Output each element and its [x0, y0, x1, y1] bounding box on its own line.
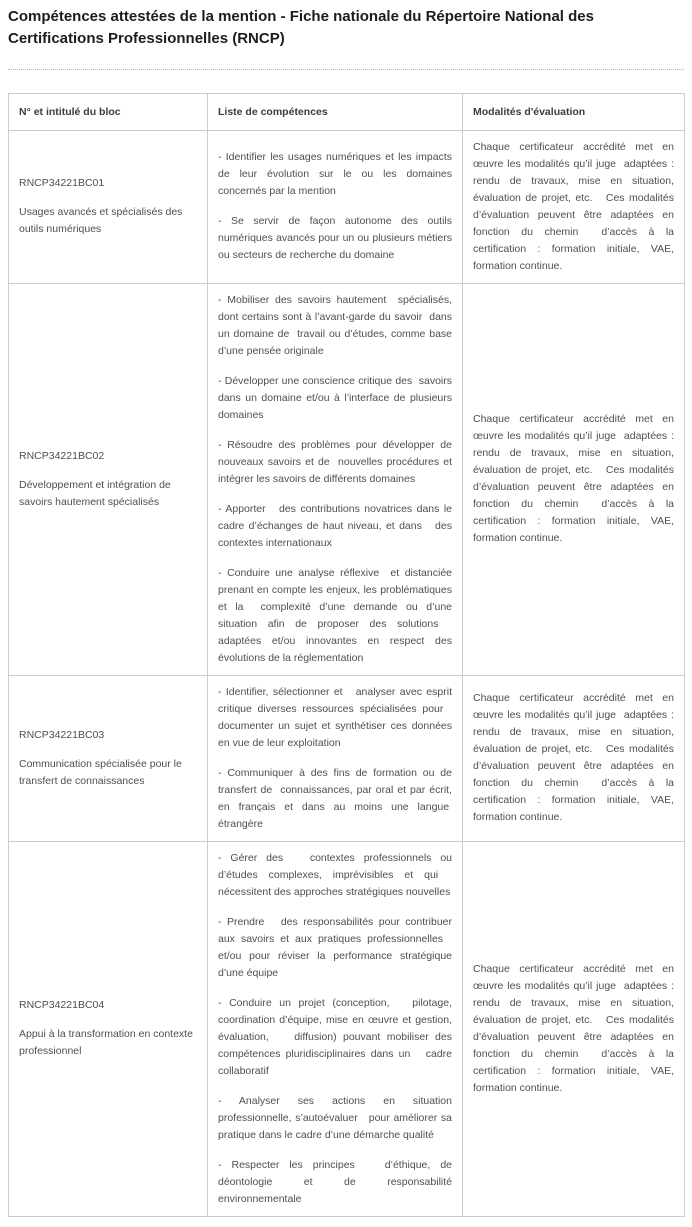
bloc-cell: [9, 675, 208, 841]
evaluation-text: Chaque certificateur accrédité met en œuvre les modalités qu’il juge adaptées : rendu de travaux, mise en situation, évaluation de projet, etc. Ces modalités d’évaluation peuvent être adaptées en fonction du chemin d’accès à la certification : formation initiale, VAE, formation continue.: [473, 692, 674, 823]
competences-cell: [208, 130, 463, 283]
bloc-cell: [9, 130, 208, 283]
table-body: [9, 130, 685, 1216]
competence-item: - Identifier, sélectionner et analyser avec esprit critique diverses ressources spécialisées pour documenter un sujet et synthétiser ces données en vue de leur exploitation: [218, 685, 452, 749]
page-title: Compétences attestées de la mention - Fiche nationale du Répertoire National des Certifications Professionnelles (RNCP): [8, 8, 594, 47]
evaluation-cell: [463, 130, 685, 283]
bloc-code: RNCP34221BC02: [19, 449, 105, 462]
competences-cell: [208, 841, 463, 1216]
bloc-code: RNCP34221BC04: [19, 999, 105, 1011]
evaluation-cell: [463, 841, 685, 1216]
competence-item: - Identifier les usages numériques et les impacts de leur évolution sur le ou les domaines concernés par la mention: [218, 151, 452, 197]
evaluation-text: Chaque certificateur accrédité met en œuvre les modalités qu’il juge adaptées : rendu de travaux, mise en situation, évaluation de projet, etc. Ces modalités d’évaluation peuvent être adaptées en fonction du chemin d’accès à la certification : formation initiale, VAE, formation continue.: [473, 140, 674, 272]
dotted-divider: [8, 69, 684, 70]
competences-table: [8, 93, 685, 1217]
bloc-label: Développement et intégration de savoirs hautement spécialisés: [19, 478, 171, 508]
competence-item: - Développer une conscience critique des savoirs dans un domaine et/ou à l’interface de plusieurs domaines: [218, 374, 452, 421]
table-row: [9, 675, 685, 841]
bloc-code: RNCP34221BC01: [19, 177, 105, 189]
competence-item: - Se servir de façon autonome des outils numériques avancés pour un ou plusieurs métiers ou secteurs de recherche du domaine: [218, 215, 452, 261]
table-row: [9, 130, 685, 283]
evaluation-cell: [463, 675, 685, 841]
evaluation-text: Chaque certificateur accrédité met en œuvre les modalités qu’il juge adaptées : rendu de travaux, mise en situation, évaluation de projet, etc. Ces modalités d’évaluation peuvent être adaptées en fonction du chemin d’accès à la certification : formation initiale, VAE, formation continue.: [473, 413, 674, 544]
competence-item: - Analyser ses actions en situation professionnelle, s’autoévaluer pour améliorer sa pratique dans le cadre d’une démarche qualité: [218, 1094, 452, 1141]
bloc-cell: [9, 841, 208, 1216]
competence-item: - Résoudre des problèmes pour développer de nouveaux savoirs et de nouvelles procédures et intégrer les savoirs de différents domaines: [218, 438, 452, 485]
header-competences: Liste de compétences: [208, 93, 463, 130]
competence-item: - Gérer des contextes professionnels ou d’études complexes, imprévisibles et qui nécessitent des approches stratégiques nouvelles: [218, 851, 452, 898]
competences-cell: [208, 675, 463, 841]
bloc-label: Appui à la transformation en contexte professionnel: [19, 1028, 193, 1057]
competence-item: - Apporter des contributions novatrices dans le cadre d’échanges de haut niveau, et dans des contextes internationaux: [218, 502, 452, 549]
competence-item: - Conduire une analyse réflexive et distanciée prenant en compte les enjeux, les problématiques et la complexité d’une demande ou d’une situation afin de proposer des solutions adaptées et/ou innovantes en respect des évolutions de la réglementation: [218, 566, 452, 664]
bloc-label: Usages avancés et spécialisés des outils numériques: [19, 206, 183, 235]
header-bloc: N° et intitulé du bloc: [9, 93, 208, 130]
header-modalites: Modalités d'évaluation: [463, 93, 685, 130]
evaluation-cell: [463, 283, 685, 675]
evaluation-text: Chaque certificateur accrédité met en œuvre les modalités qu’il juge adaptées : rendu de travaux, mise en situation, évaluation de projet, etc. Ces modalités d’évaluation peuvent être adaptées en fonction du chemin d’accès à la certification : formation initiale, VAE, formation continue.: [473, 962, 674, 1094]
table-row: [9, 283, 685, 675]
bloc-cell: [9, 283, 208, 675]
table-header-row: [9, 93, 685, 130]
bloc-label: Communication spécialisée pour le transfert de connaissances: [19, 757, 182, 787]
table-header: [9, 93, 685, 130]
competences-cell: [208, 283, 463, 675]
bloc-code: RNCP34221BC03: [19, 728, 105, 741]
competence-item: - Prendre des responsabilités pour contribuer aux savoirs et aux pratiques professionnelles et/ou pour réviser la performance stratégique d’une équipe: [218, 915, 452, 979]
competence-item: - Mobiliser des savoirs hautement spécialisés, dont certains sont à l’avant-garde du savoir dans un domaine de travail ou d’études, comme base d’une pensée originale: [218, 293, 452, 357]
table-row: [9, 841, 685, 1216]
competence-item: - Communiquer à des fins de formation ou de transfert de connaissances, par oral et par écrit, en français et dans au moins une langue étrangère: [218, 766, 452, 830]
competence-item: - Respecter les principes d’éthique, de déontologie et de responsabilité environnementale: [218, 1158, 452, 1205]
competence-item: - Conduire un projet (conception, pilotage, coordination d’équipe, mise en œuvre et gestion, évaluation, diffusion) pouvant mobiliser des compétences pluridisciplinaires dans un cadre collaboratif: [218, 996, 452, 1077]
